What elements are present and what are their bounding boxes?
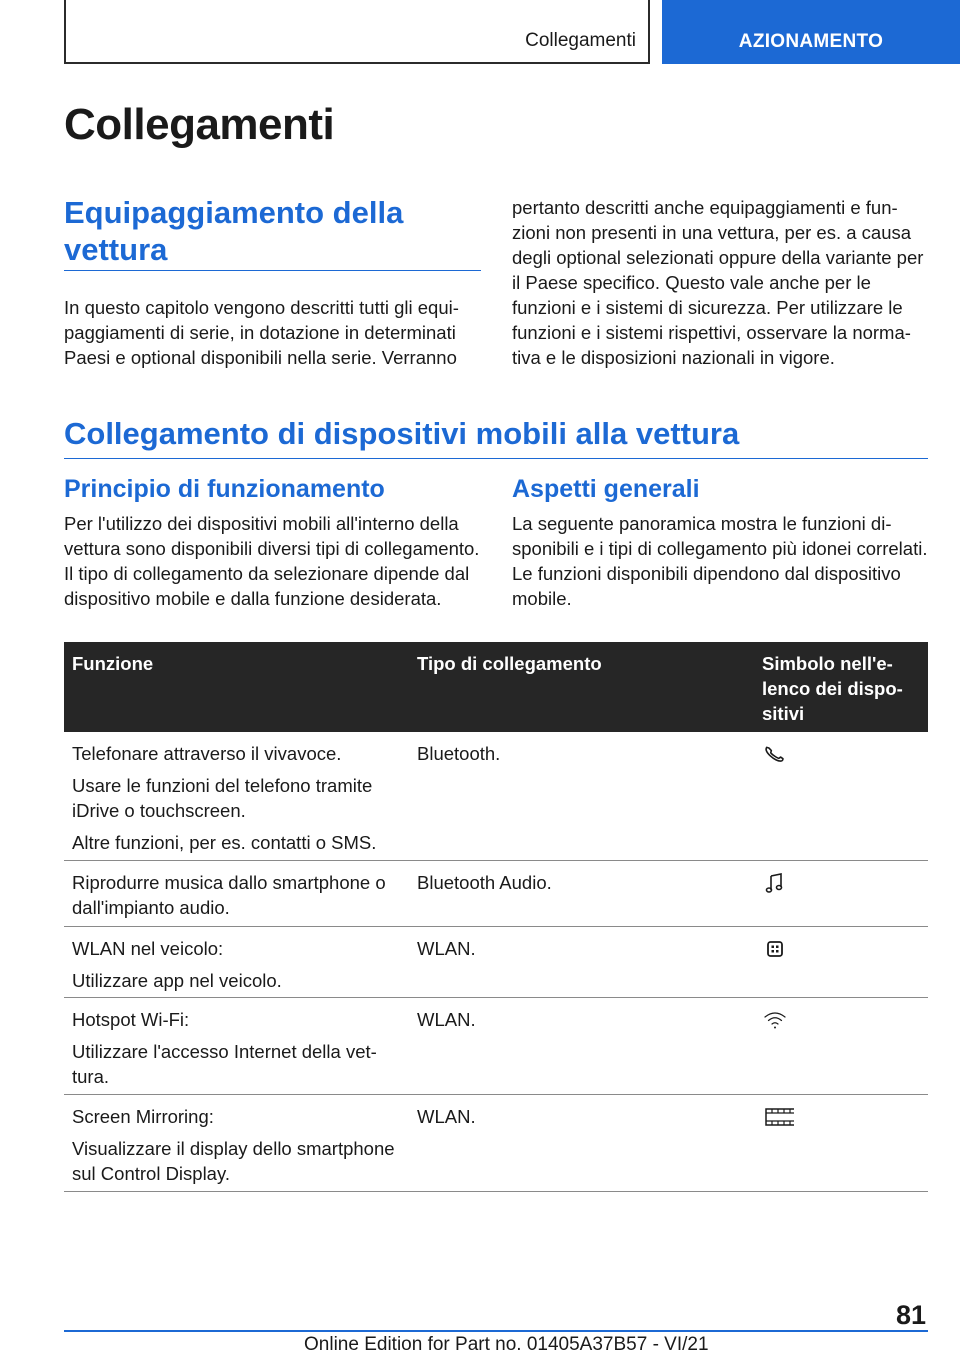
- table-cell-function: Riprodurre musica dallo smartphone o dall'impianto audio.: [72, 872, 386, 918]
- page-title: Collegamenti: [64, 100, 335, 149]
- table-cell-connection: WLAN.: [417, 1106, 476, 1127]
- table-row: [64, 927, 928, 998]
- table-cell-symbol: [754, 861, 928, 926]
- table-row: [64, 1095, 928, 1192]
- table-cell-connection: Bluetooth Audio.: [417, 872, 552, 893]
- table-cell-function: Hotspot Wi-Fi: Utilizzare l'accesso Internet della vettura.: [72, 1009, 377, 1087]
- apps-icon: [762, 936, 788, 962]
- table-row: [64, 998, 928, 1095]
- table-cell-connection: WLAN.: [417, 938, 476, 959]
- principle-paragraph: Per l'utilizzo dei dispositivi mobili all'interno della vettura sono disponibili diversi tipi di collegamento. Il tipo di collegamento da selezionare dipende dal dispositivo mobile e dalla funzione desiderata.: [64, 513, 480, 609]
- footer-rule: [64, 1330, 928, 1332]
- mobile-devices-heading: Collegamento di dispositivi mobili alla vettura: [64, 416, 740, 451]
- page-number: 81: [895, 1300, 926, 1330]
- principle-heading: Principio di funzionamento: [64, 475, 385, 503]
- wifi-icon: [762, 1007, 788, 1033]
- footer-edition: Online Edition for Part no. 01405A37B57 - VI/21: [304, 1334, 709, 1355]
- table-cell-symbol: [754, 1095, 928, 1191]
- equipment-heading: Equipaggiamento della vettura: [64, 195, 404, 267]
- table-cell-function: Screen Mirroring: Visualizzare il display dello smartphone sul Control Display.: [72, 1106, 395, 1184]
- table-cell-function: WLAN nel veicolo: Utilizzare app nel veicolo.: [72, 938, 282, 991]
- equipment-paragraph-right: pertanto descritti anche equipaggiamenti e funzioni non presenti in una vettura, per es. a causa degli optional selezionati oppure della variante per il Paese specifico. Questo vale anche per le funzioni e i sistemi di sicurezza. Per utilizzare le funzioni e i sistemi rispettivi, osservare la normativa e le disposizioni nazionali in vigore.: [512, 197, 924, 368]
- table-cell-symbol: [754, 927, 928, 997]
- screen-mirroring-icon: [762, 1104, 794, 1130]
- mobile-devices-heading-rule: [64, 458, 928, 459]
- phone-icon: [762, 741, 788, 767]
- equipment-paragraph-left: In questo capitolo vengono descritti tutti gli equipaggiamenti di serie, in dotazione in determinati Paesi e optional disponibili nella serie. Verranno: [64, 297, 459, 368]
- table-header-symbol: Simbolo nell'elenco dei dispositivi: [762, 653, 903, 724]
- table-cell-function: Telefonare attraverso il vivavoce. Usare le funzioni del telefono tramite iDrive o touchscreen. Altre funzioni, per es. contatti o SMS.: [72, 743, 377, 853]
- table-header-connection-type: Tipo di collegamento: [417, 653, 602, 674]
- general-paragraph: La seguente panoramica mostra le funzioni disponibili e i tipi di collegamento più idonei correlati. Le funzioni disponibili dipendono dal dispositivo mobile.: [512, 513, 928, 609]
- music-note-icon: [762, 870, 788, 896]
- connection-table: [64, 642, 928, 1192]
- table-row: [64, 732, 928, 861]
- table-header-row: [64, 642, 928, 732]
- table-cell-symbol: [754, 998, 928, 1094]
- header-chapter-tab: [662, 0, 960, 64]
- table-header-function: Funzione: [72, 653, 154, 674]
- equipment-heading-rule: [64, 270, 481, 271]
- table-cell-connection: WLAN.: [417, 1009, 476, 1030]
- table-row: [64, 861, 928, 927]
- table-cell-connection: Bluetooth.: [417, 743, 501, 764]
- header-chapter-label: AZIONAMENTO: [738, 31, 884, 52]
- header-section-label: Collegamenti: [525, 30, 636, 51]
- header-section-tab: [64, 0, 650, 64]
- general-heading: Aspetti generali: [512, 475, 700, 503]
- table-cell-symbol: [754, 732, 928, 860]
